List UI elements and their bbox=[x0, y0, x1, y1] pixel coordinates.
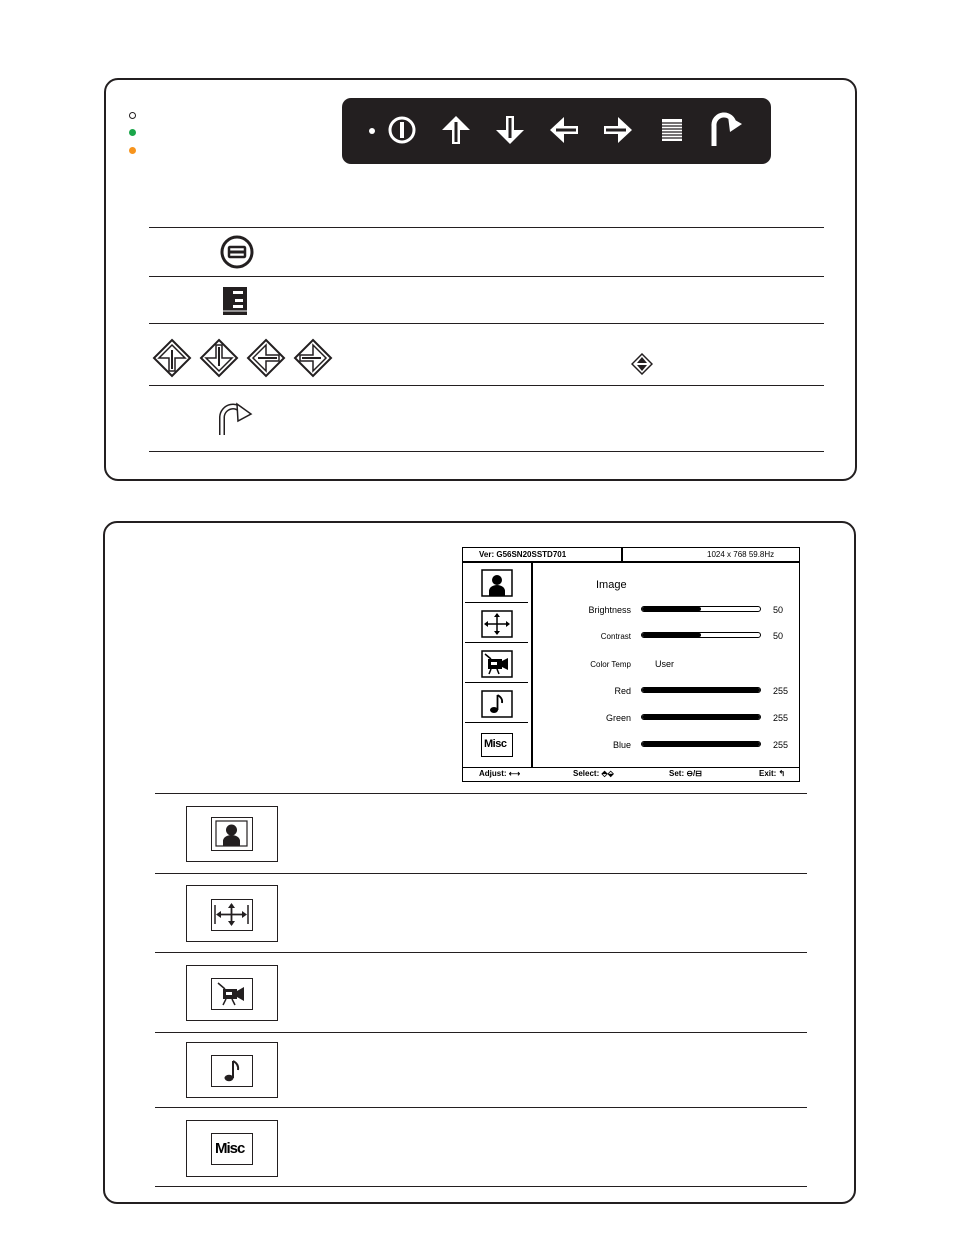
osd-menu-title: Image bbox=[596, 579, 627, 591]
power-off-led bbox=[129, 112, 136, 119]
power-icon[interactable] bbox=[386, 114, 418, 146]
position-menu-icon-box bbox=[186, 885, 278, 942]
osd-bar-green[interactable] bbox=[641, 714, 761, 720]
osd-tab-column bbox=[463, 563, 532, 768]
osd-footer-set: Set: ⊖/⊟ bbox=[669, 769, 702, 778]
down-arrow-key-icon bbox=[199, 338, 239, 378]
table-rule bbox=[155, 1107, 807, 1108]
right-arrow-key-icon bbox=[293, 338, 333, 378]
table-rule bbox=[149, 276, 824, 277]
osd-bar-blue[interactable] bbox=[641, 741, 761, 747]
misc-menu-icon-box bbox=[186, 1120, 278, 1177]
osd-bar-brightness[interactable] bbox=[641, 606, 761, 612]
video-menu-icon-frame bbox=[211, 978, 253, 1010]
osd-screenshot bbox=[462, 547, 800, 782]
misc-icon bbox=[481, 733, 513, 757]
osd-label-red: Red bbox=[614, 686, 631, 696]
table-rule bbox=[155, 793, 807, 794]
osd-version: Ver: G56SN20SSTD701 bbox=[479, 550, 567, 559]
audio-icon bbox=[215, 1058, 248, 1083]
osd-label-contrast: Contrast bbox=[600, 632, 631, 641]
table-rule bbox=[155, 952, 807, 953]
misc-icon bbox=[211, 1133, 253, 1165]
image-menu-icon-box bbox=[186, 806, 278, 862]
osd-label-brightness: Brightness bbox=[588, 605, 631, 615]
misc-icon-label: Misc bbox=[484, 738, 507, 750]
osd-header bbox=[463, 548, 799, 562]
osd-value-green: 255 bbox=[773, 713, 789, 723]
exit-button-icon bbox=[217, 401, 253, 437]
left-arrow-icon[interactable] bbox=[548, 114, 580, 146]
audio-icon bbox=[481, 690, 513, 718]
video-menu-icon-box bbox=[186, 965, 278, 1021]
osd-footer-select: Select: ⬘⬙ bbox=[573, 769, 614, 778]
image-icon bbox=[481, 569, 513, 597]
osd-bar-contrast[interactable] bbox=[641, 632, 761, 638]
image-icon bbox=[215, 820, 248, 847]
up-arrow-icon[interactable] bbox=[440, 114, 472, 146]
osd-bar-red[interactable] bbox=[641, 687, 761, 693]
down-arrow-icon[interactable] bbox=[494, 114, 526, 146]
misc-icon-label: Misc bbox=[215, 1140, 245, 1157]
menu-icon[interactable] bbox=[656, 114, 688, 146]
osd-bar-fill bbox=[642, 742, 760, 746]
osd-tab-video[interactable] bbox=[465, 645, 528, 683]
osd-footer-adjust: Adjust: ⟷ bbox=[479, 769, 521, 778]
video-icon bbox=[215, 981, 248, 1006]
video-icon bbox=[481, 650, 513, 678]
osd-tab-misc[interactable] bbox=[465, 725, 528, 763]
osd-label-green: Green bbox=[605, 713, 631, 723]
osd-value-contrast: 50 bbox=[773, 631, 784, 641]
table-rule bbox=[149, 385, 824, 386]
audio-menu-icon-box bbox=[186, 1042, 278, 1098]
table-rule bbox=[155, 1186, 807, 1187]
keypad bbox=[342, 98, 771, 164]
table-rule bbox=[155, 1032, 807, 1033]
position-icon bbox=[214, 902, 249, 927]
osd-label-color-temp: Color Temp bbox=[590, 660, 631, 669]
osd-side-divider bbox=[531, 563, 533, 768]
osd-bar-fill bbox=[642, 715, 760, 719]
osd-tab-audio[interactable] bbox=[465, 685, 528, 723]
osd-tab-position[interactable] bbox=[465, 605, 528, 643]
osd-header-divider bbox=[621, 548, 623, 561]
position-icon bbox=[481, 610, 513, 638]
table-rule bbox=[149, 451, 824, 452]
osd-value-blue: 255 bbox=[773, 740, 789, 750]
power-led-dot bbox=[369, 128, 375, 134]
left-arrow-key-icon bbox=[246, 338, 286, 378]
osd-bar-fill bbox=[642, 607, 701, 611]
osd-tab-image[interactable] bbox=[465, 565, 528, 603]
osd-value-brightness: 50 bbox=[773, 605, 784, 615]
menu-button-icon bbox=[221, 285, 249, 317]
osd-footer bbox=[463, 767, 799, 781]
up-arrow-key-icon bbox=[152, 338, 192, 378]
table-rule bbox=[149, 227, 824, 228]
audio-menu-icon-frame bbox=[211, 1055, 253, 1087]
up-down-arrow-icon bbox=[631, 353, 653, 375]
osd-footer-exit: Exit: ↰ bbox=[759, 769, 786, 778]
osd-bar-fill bbox=[642, 688, 760, 692]
osd-value-red: 255 bbox=[773, 686, 789, 696]
osd-bar-fill bbox=[642, 633, 701, 637]
table-rule bbox=[149, 323, 824, 324]
osd-resolution: 1024 x 768 59.8Hz bbox=[707, 550, 775, 559]
table-rule bbox=[155, 873, 807, 874]
power-on-led-green bbox=[129, 129, 136, 136]
exit-icon[interactable] bbox=[708, 112, 744, 148]
osd-label-blue: Blue bbox=[612, 740, 631, 750]
standby-led-amber bbox=[129, 147, 136, 154]
osd-value-color-temp[interactable]: User bbox=[655, 659, 675, 669]
power-button-icon bbox=[219, 234, 255, 270]
image-menu-icon-frame bbox=[211, 817, 253, 851]
position-menu-icon-frame bbox=[211, 899, 253, 931]
right-arrow-icon[interactable] bbox=[602, 114, 634, 146]
